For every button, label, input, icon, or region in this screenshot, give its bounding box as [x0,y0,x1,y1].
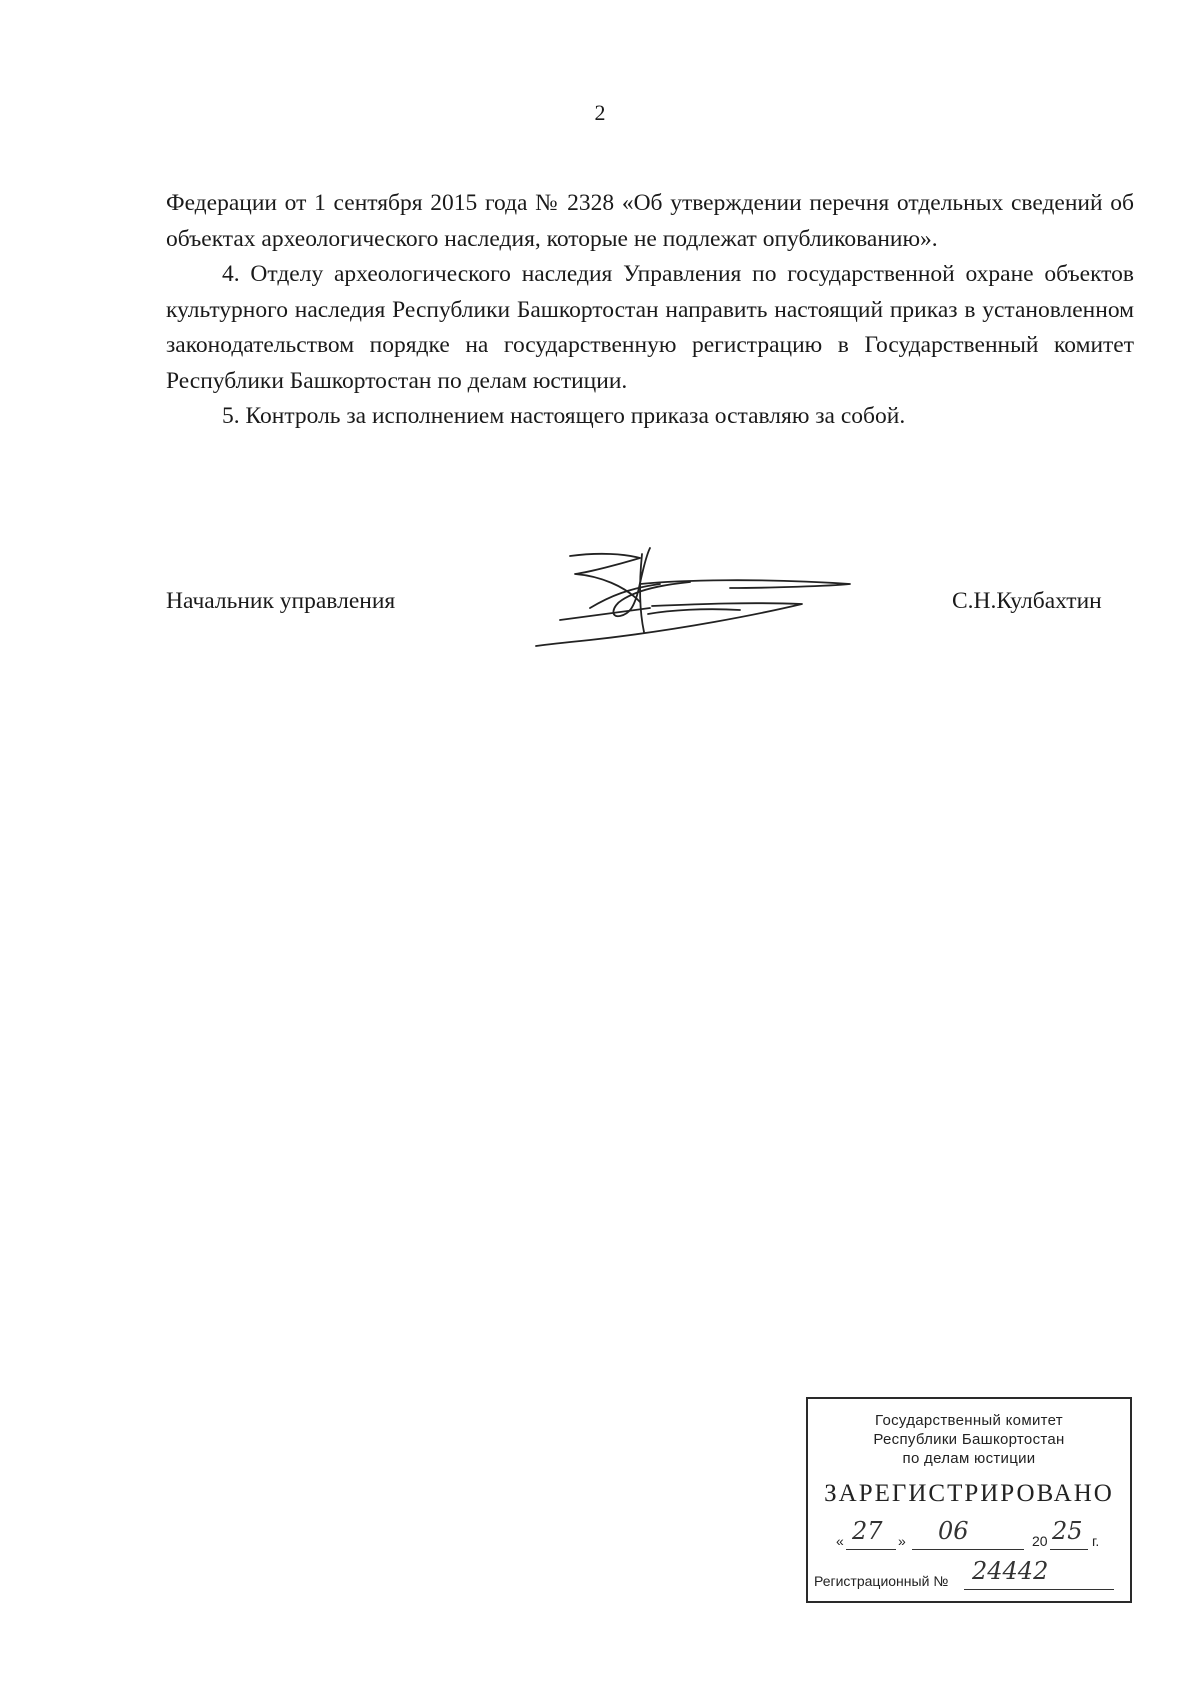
reg-label: Регистрационный № [814,1573,949,1589]
paragraph-continuation: Федерации от 1 сентября 2015 года № 2328 «Об утверждении перечня отдельных сведений об объектах археологического наследия, которые не подлежат опубликованию». [166,190,1134,252]
signatory-name: С.Н.Кулбахтин [952,588,1102,614]
paragraph-item-5: 5. Контроль за исполнением настоящего приказа оставляю за собой. [222,403,906,429]
quote-open: « [836,1533,844,1549]
stamp-year: 25 [1052,1517,1083,1545]
quote-close: » [898,1533,906,1549]
stamp-month: 06 [938,1517,969,1545]
stamp-day: 27 [852,1517,883,1545]
reg-underline [964,1589,1114,1590]
stamp-org-line: Республики Башкортостан [873,1431,1065,1448]
stamp-org-line: по делам юстиции [902,1450,1036,1467]
document-body [166,186,1134,435]
paragraph-item-4: 4. Отделу археологического наследия Управления по государственной охране объектов культурного наследия Республики Башкортостан направить настоящий приказ в установленном законодательством порядке на государственную регистрацию в Государственный комитет Республики Башкортостан по делам юстиции. [166,261,1134,394]
handwritten-signature [530,544,870,664]
month-underline [912,1549,1024,1550]
stamp-date [836,1517,1116,1553]
stamp-org-line: Государственный комитет [875,1412,1063,1429]
page-number: 2 [594,100,606,125]
reg-number: 24442 [972,1557,1049,1585]
stamp-registered-label: ЗАРЕГИСТРИРОВАНО [824,1480,1114,1507]
stamp-registration-number [814,1557,1124,1593]
signature-block [0,574,1200,654]
year-unit: г. [1092,1533,1100,1549]
day-underline [846,1549,896,1550]
registration-stamp [806,1397,1132,1603]
signatory-title: Начальник управления [166,588,396,614]
year-underline [1050,1549,1088,1550]
stamp-organization [808,1411,1130,1468]
year-prefix: 20 [1032,1533,1048,1549]
